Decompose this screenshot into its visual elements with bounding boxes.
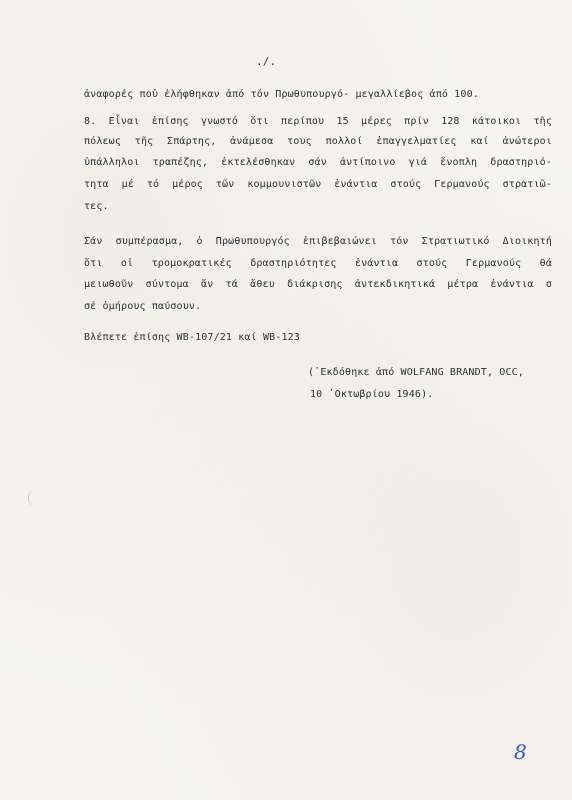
conclusion-line-4: σέ ὁμήρους παύσουν. [84, 301, 202, 312]
page-continuation-marker: ./. [256, 55, 277, 68]
paragraph-8-line-3: ὑπάλληλοι τραπέζης, ἐκτελέσθηκαν σάν ἀντίποινο γιά ἔνοπλη δραστηριό- [84, 157, 552, 168]
conclusion-line-3: μειωθοῦν σύντομα ἄν τά ἄθευ διάκρισης ἀντεκδικητικά μέτρα ἐνάντια σ [84, 279, 552, 290]
issued-by-line: (᾿Εκδόθηκε ἀπό WOLFANG BRANDT, OCC, [308, 367, 524, 378]
handwritten-page-number: 8 [514, 740, 527, 764]
see-also-line: Βλέπετε ἐπίσης WB-107/21 καί WB-123 [84, 332, 300, 343]
paragraph-8-line-1: 8. Εἶναι ἐπίσης γνωστό ὅτι περίπου 15 μέρες πρίν 128 κάτοικοι τῆς [84, 116, 552, 127]
text-line-1: ἀναφορές ποὐ ἐλήφθηκαν ἀπό τόν Πρωθυπουργό- μεγαλλίεβος ἀπό 100. [84, 89, 479, 100]
paragraph-8-line-4: τητα μέ τό μέρος τῶν κομμουνιστῶν ἐνάντια στούς Γερμανούς στρατιῶ- [84, 179, 552, 190]
punch-hole-mark [28, 490, 41, 506]
conclusion-line-1: Σάν συμπέρασμα, ὁ Πρωθυπουργός ἐπιβεβαιώνει τόν Στρατιωτικό Διοικητή [84, 236, 552, 247]
paragraph-8-line-5: τες. [84, 201, 109, 212]
issued-date-line: 10 ᾿Οκτωβρίου 1946). [310, 389, 434, 400]
conclusion-line-2: ὅτι οἱ τρομοκρατικές δραστηριότητες ἐνάντια στούς Γερμανούς θά [84, 258, 552, 269]
paragraph-8-line-2: πόλεως τῆς Σπάρτης, ἀνάμεσα τους πολλοί ἐπαγγελματίες καί ἀνώτεροι [84, 136, 552, 147]
